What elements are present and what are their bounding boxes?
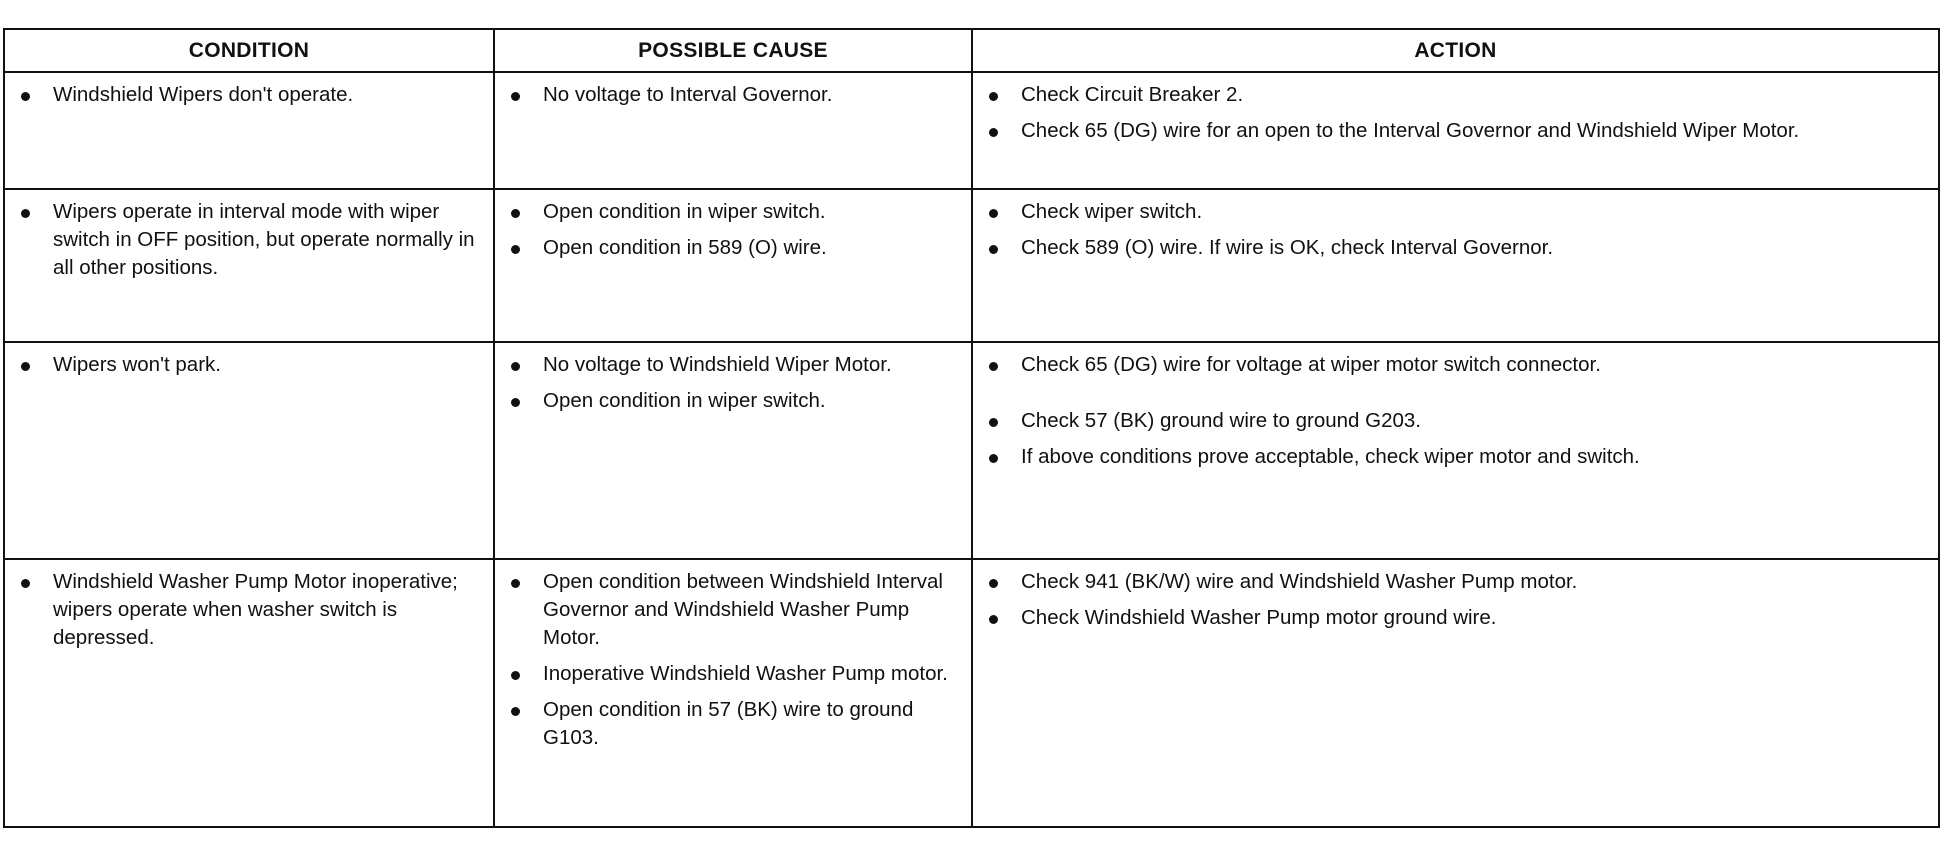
table-row bbox=[4, 72, 1939, 189]
list-item: Check Circuit Breaker 2. bbox=[985, 81, 1932, 109]
cause-list bbox=[507, 198, 965, 262]
list-item: No voltage to Windshield Wiper Motor. bbox=[507, 351, 965, 379]
list-item: Check Windshield Washer Pump motor ground wire. bbox=[985, 604, 1932, 632]
cause-cell bbox=[494, 559, 972, 827]
condition-list bbox=[17, 351, 487, 379]
list-item: Check 589 (O) wire. If wire is OK, check Interval Governor. bbox=[985, 234, 1932, 262]
header-condition: CONDITION bbox=[4, 29, 494, 72]
list-item: Check 65 (DG) wire for voltage at wiper motor switch connector. bbox=[985, 351, 1932, 379]
cause-list bbox=[507, 351, 965, 415]
list-item: Inoperative Windshield Washer Pump motor. bbox=[507, 660, 965, 688]
cause-list bbox=[507, 568, 965, 752]
action-cell bbox=[972, 342, 1939, 560]
condition-cell bbox=[4, 559, 494, 827]
table-row bbox=[4, 559, 1939, 827]
list-item: Windshield Wipers don't operate. bbox=[17, 81, 487, 109]
diagnosis-table bbox=[3, 28, 1940, 828]
list-item: Open condition between Windshield Interval Governor and Windshield Washer Pump Motor. bbox=[507, 568, 965, 652]
list-item: Check 57 (BK) ground wire to ground G203. bbox=[985, 407, 1932, 435]
action-list bbox=[985, 198, 1932, 262]
condition-list bbox=[17, 81, 487, 109]
cause-cell bbox=[494, 342, 972, 560]
action-list bbox=[985, 351, 1932, 471]
action-list bbox=[985, 81, 1932, 145]
list-item: Open condition in 589 (O) wire. bbox=[507, 234, 965, 262]
list-item: If above conditions prove acceptable, check wiper motor and switch. bbox=[985, 443, 1932, 471]
list-item: Open condition in wiper switch. bbox=[507, 387, 965, 415]
list-item: Check 941 (BK/W) wire and Windshield Washer Pump motor. bbox=[985, 568, 1932, 596]
list-item: Open condition in wiper switch. bbox=[507, 198, 965, 226]
cause-cell bbox=[494, 189, 972, 341]
cause-cell bbox=[494, 72, 972, 189]
condition-cell bbox=[4, 342, 494, 560]
list-item: Check 65 (DG) wire for an open to the Interval Governor and Windshield Wiper Motor. bbox=[985, 117, 1932, 145]
table-row bbox=[4, 342, 1939, 560]
header-row bbox=[4, 29, 1939, 72]
action-cell bbox=[972, 72, 1939, 189]
list-item: Windshield Washer Pump Motor inoperative; wipers operate when washer switch is depressed. bbox=[17, 568, 487, 652]
condition-cell bbox=[4, 72, 494, 189]
list-item: Check wiper switch. bbox=[985, 198, 1932, 226]
list-item: No voltage to Interval Governor. bbox=[507, 81, 965, 109]
action-cell bbox=[972, 189, 1939, 341]
cause-list bbox=[507, 81, 965, 109]
table-row bbox=[4, 189, 1939, 341]
list-item: Wipers won't park. bbox=[17, 351, 487, 379]
diagnosis-table-container bbox=[3, 28, 1938, 828]
action-list bbox=[985, 568, 1932, 632]
condition-list bbox=[17, 198, 487, 282]
list-item: Wipers operate in interval mode with wiper switch in OFF position, but operate normally in all other positions. bbox=[17, 198, 487, 282]
condition-cell bbox=[4, 189, 494, 341]
action-cell bbox=[972, 559, 1939, 827]
header-action: ACTION bbox=[972, 29, 1939, 72]
header-possible-cause: POSSIBLE CAUSE bbox=[494, 29, 972, 72]
condition-list bbox=[17, 568, 487, 652]
list-item: Open condition in 57 (BK) wire to ground G103. bbox=[507, 696, 965, 752]
